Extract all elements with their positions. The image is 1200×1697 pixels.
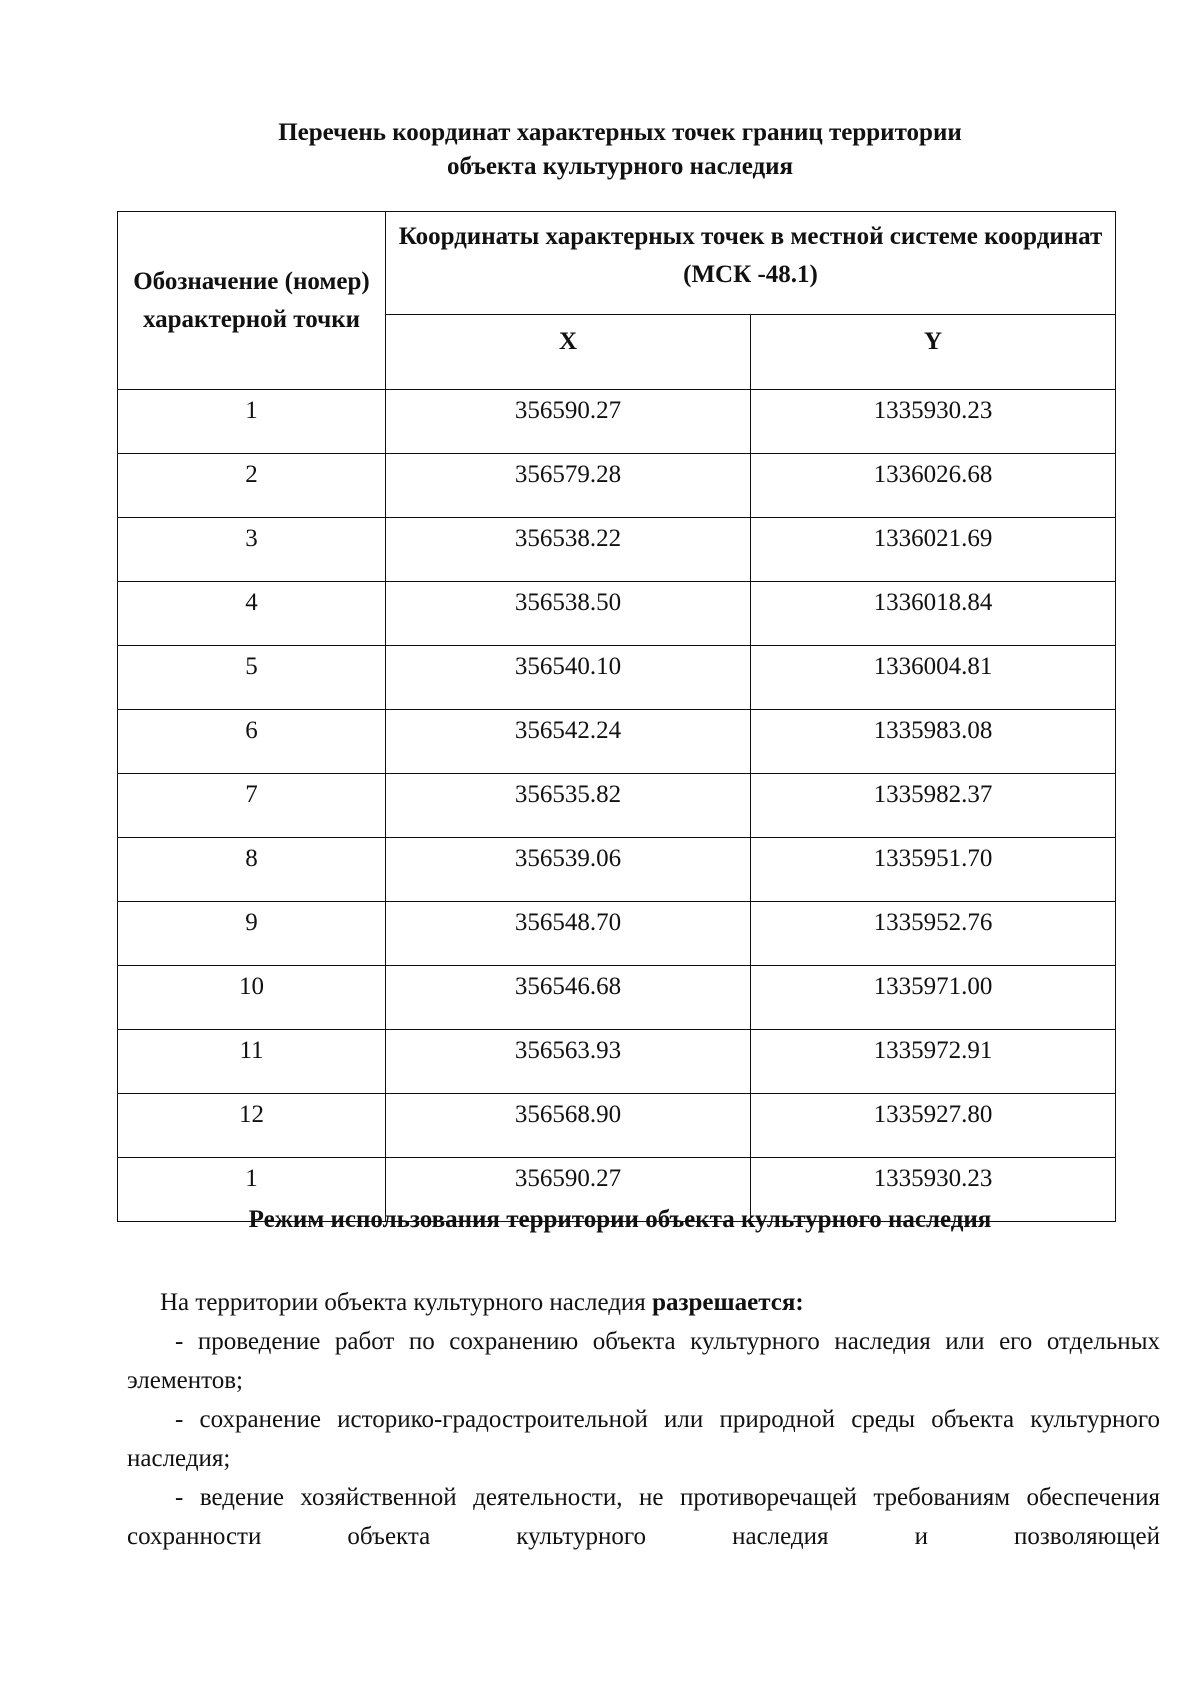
- intro-paragraph: [127, 1283, 1160, 1322]
- list-item: - проведение работ по сохранению объекта культурного наследия или его отдельных элементов;: [127, 1328, 1160, 1394]
- cell-y: 1335982.37: [751, 774, 1116, 838]
- cell-x: 356579.28: [386, 454, 751, 518]
- cell-y: 1335930.23: [751, 1158, 1116, 1222]
- cell-y: 1336018.84: [751, 582, 1116, 646]
- cell-point: 8: [118, 838, 386, 902]
- cell-y: 1335930.23: [751, 390, 1116, 454]
- cell-point: 12: [118, 1094, 386, 1158]
- cell-x: 356538.50: [386, 582, 751, 646]
- table-row: [118, 774, 1116, 838]
- header-coordinates: Координаты характерных точек в местной системе координат (МСК -48.1): [386, 212, 1116, 315]
- cell-x: 356542.24: [386, 710, 751, 774]
- table-row: [118, 646, 1116, 710]
- table-row: [118, 1094, 1116, 1158]
- cell-point: 1: [118, 1158, 386, 1222]
- cell-y: 1335952.76: [751, 902, 1116, 966]
- cell-x: 356590.27: [386, 390, 751, 454]
- cell-point: 5: [118, 646, 386, 710]
- header-point-designation: Обозначение (номер) характерной точки: [118, 212, 386, 390]
- cell-x: 356535.82: [386, 774, 751, 838]
- table-row: [118, 838, 1116, 902]
- cell-point: 6: [118, 710, 386, 774]
- table-row: [118, 454, 1116, 518]
- coordinates-table: [117, 211, 1116, 1222]
- cell-point: 1: [118, 390, 386, 454]
- cell-point: 11: [118, 1030, 386, 1094]
- cell-y: 1336026.68: [751, 454, 1116, 518]
- cell-y: 1335927.80: [751, 1094, 1116, 1158]
- cell-x: 356548.70: [386, 902, 751, 966]
- cell-y: 1336004.81: [751, 646, 1116, 710]
- table-row: [118, 518, 1116, 582]
- cell-x: 356590.27: [386, 1158, 751, 1222]
- list-item: - сохранение историко-градостроительной или природной среды объекта культурного наследия;: [127, 1406, 1160, 1472]
- cell-point: 7: [118, 774, 386, 838]
- cell-point: 4: [118, 582, 386, 646]
- cell-point: 2: [118, 454, 386, 518]
- cell-x: 356538.22: [386, 518, 751, 582]
- cell-point: 3: [118, 518, 386, 582]
- regime-title: Режим использования территории объекта культурного наследия: [248, 1206, 992, 1233]
- table-row: [118, 710, 1116, 774]
- cell-y: 1335951.70: [751, 838, 1116, 902]
- cell-x: 356546.68: [386, 966, 751, 1030]
- header-y: Y: [751, 315, 1116, 390]
- cell-x: 356568.90: [386, 1094, 751, 1158]
- table-row: [118, 582, 1116, 646]
- cell-y: 1336021.69: [751, 518, 1116, 582]
- header-x: X: [386, 315, 751, 390]
- table-row: [118, 1030, 1116, 1094]
- regime-body: [127, 1283, 1160, 1556]
- cell-x: 356540.10: [386, 646, 751, 710]
- list-item: - ведение хозяйственной деятельности, не противоречащей требованиям обеспечения сохранности объекта культурного наследия и позволяющей: [127, 1484, 1160, 1550]
- table-row: [118, 902, 1116, 966]
- intro-bold-text: разрешается:: [652, 1289, 804, 1316]
- cell-x: 356563.93: [386, 1030, 751, 1094]
- cell-point: 10: [118, 966, 386, 1030]
- table-row: [118, 390, 1116, 454]
- cell-y: 1335972.91: [751, 1030, 1116, 1094]
- table-row: [118, 966, 1116, 1030]
- cell-y: 1335971.00: [751, 966, 1116, 1030]
- intro-text: На территории объекта культурного наследия: [160, 1289, 646, 1316]
- table-body: [118, 390, 1116, 1222]
- page-title: [120, 116, 1120, 184]
- title-line-1: Перечень координат характерных точек границ территории: [278, 119, 962, 146]
- cell-x: 356539.06: [386, 838, 751, 902]
- title-line-2: объекта культурного наследия: [446, 153, 794, 180]
- cell-y: 1335983.08: [751, 710, 1116, 774]
- cell-point: 9: [118, 902, 386, 966]
- table-header-row: [118, 212, 1116, 315]
